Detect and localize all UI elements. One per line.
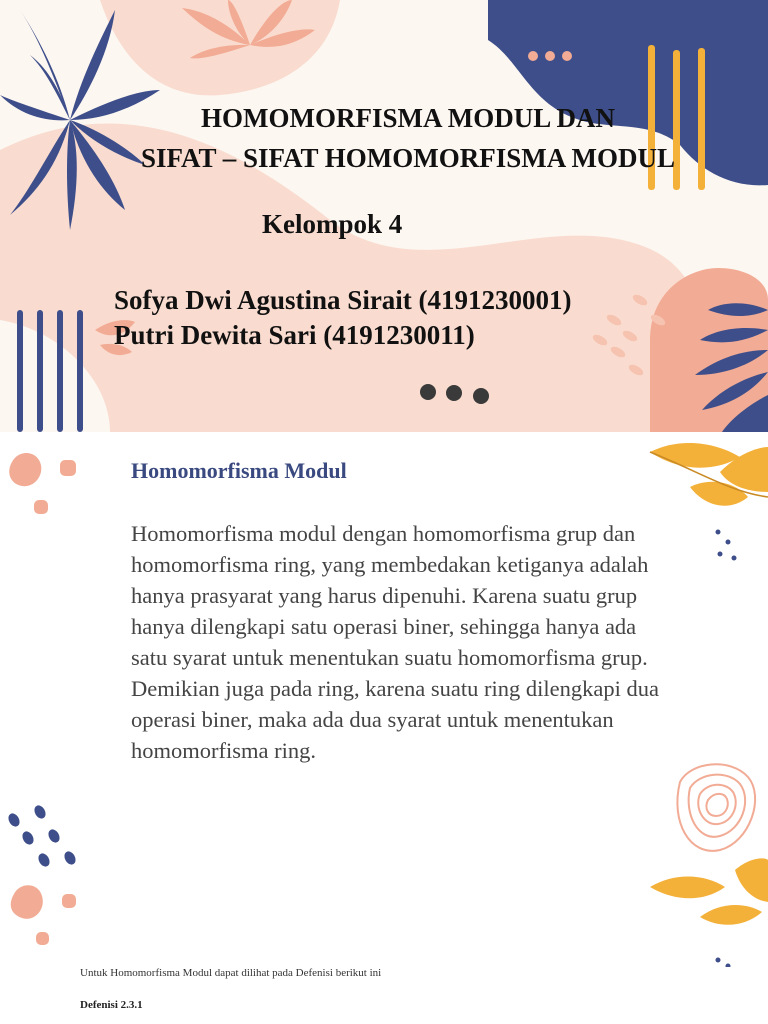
peach-blob [34, 500, 48, 514]
peach-blob [60, 460, 76, 476]
peach-blob [36, 932, 49, 945]
section-body: Homomorfisma modul dengan homomorfisma grup dan homomorfisma ring, yang membedakan ketiganya adalah hanya prasyarat yang harus dipenuhi. Karena suatu grup hanya dilengkapi satu operasi biner, sehingga hanya ada satu syarat untuk menentukan suatu homomorfisma grup. Demikian juga pada ring, karena suatu ring dilengkapi dua operasi biner, maka ada dua syarat untuk menentukan homomorfisma ring. [131, 521, 659, 763]
dot [562, 51, 572, 61]
navy-dots [6, 803, 78, 868]
dot [446, 385, 462, 401]
member-name: Putri Dewita Sari (4191230011) [114, 320, 475, 350]
presentation-title [80, 98, 736, 178]
group-name: Kelompok 4 [262, 209, 403, 239]
navy-line [37, 310, 43, 432]
navy-line [77, 310, 83, 432]
definition-label: Defenisi 2.3.1 [80, 999, 143, 1011]
navy-line [17, 310, 23, 432]
section-heading: Homomorfisma Modul [131, 458, 347, 483]
peach-blob [9, 453, 41, 486]
mustard-leaves [650, 858, 768, 924]
peach-blob [11, 885, 43, 919]
navy-line [57, 310, 63, 432]
content-slide [0, 432, 768, 967]
peach-blob [62, 894, 76, 908]
dot [545, 51, 555, 61]
title-line-2: SIFAT – SIFAT HOMOMORFISMA MODUL [140, 143, 676, 173]
navy-specks [716, 530, 737, 561]
member-name: Sofya Dwi Agustina Sirait (4191230001) [114, 285, 572, 315]
navy-specks [716, 958, 731, 968]
footnote-text: Untuk Homomorfisma Modul dapat dilihat pada Defenisi berikut ini [80, 967, 382, 979]
mustard-leaves [650, 443, 768, 506]
dot [473, 388, 489, 404]
dot [420, 384, 436, 400]
contour-rings [677, 764, 755, 851]
member-list [114, 283, 572, 353]
title-slide [0, 0, 768, 432]
dot [528, 51, 538, 61]
title-line-1: HOMOMORFISMA MODUL DAN [201, 103, 615, 133]
